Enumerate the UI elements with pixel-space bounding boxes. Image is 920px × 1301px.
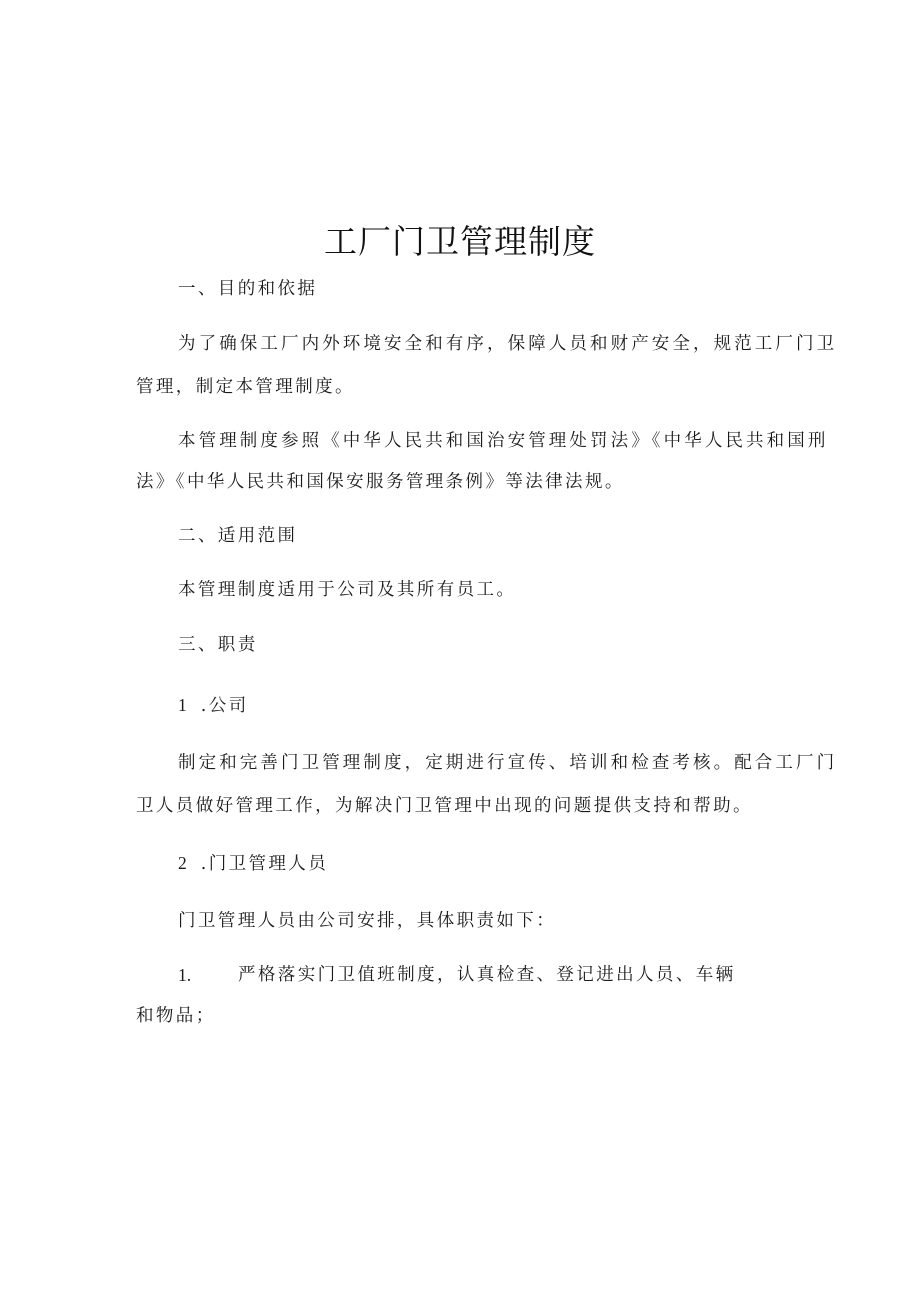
duty-item-company	[178, 694, 249, 717]
duty-item-company-number: 1	[178, 695, 187, 715]
duty-item-guard-staff-number: 2	[178, 853, 187, 873]
duty-item-company-label: .公司	[200, 696, 249, 716]
guard-duty-1-line-1: 严格落实门卫值班制度，认真检查、登记进出人员、车辆	[238, 965, 736, 985]
company-duty-line-1: 制定和完善门卫管理制度，定期进行宣传、培训和检查考核。配合工厂门	[178, 753, 838, 773]
purpose-paragraph-line-2: 管理，制定本管理制度。	[136, 377, 355, 397]
guard-duty-1-number: 1.	[178, 965, 192, 985]
duty-item-guard-staff	[178, 852, 328, 875]
section-heading-purpose: 一、目的和依据	[178, 279, 318, 299]
guard-staff-intro: 门卫管理人员由公司安排，具体职责如下：	[178, 911, 557, 931]
section-heading-scope: 二、适用范围	[178, 526, 298, 546]
section-heading-duties: 三、职责	[178, 635, 258, 655]
scope-paragraph: 本管理制度适用于公司及其所有员工。	[178, 580, 517, 600]
document-title: 工厂门卫管理制度	[324, 222, 596, 261]
company-duty-line-2: 卫人员做好管理工作，为解决门卫管理中出现的问题提供支持和帮助。	[136, 796, 753, 816]
basis-paragraph-line-2: 法》《中华人民共和国保安服务管理条例》等法律法规。	[136, 472, 625, 492]
guard-duty-1-line-2: 和物品；	[136, 1006, 216, 1026]
purpose-paragraph-line-1: 为了确保工厂内外环境安全和有序，保障人员和财产安全，规范工厂门卫	[178, 334, 838, 354]
basis-paragraph-line-1: 本管理制度参照《中华人民共和国治安管理处罚法》《中华人民共和国刑	[178, 431, 829, 451]
duty-item-guard-staff-label: .门卫管理人员	[200, 854, 329, 874]
